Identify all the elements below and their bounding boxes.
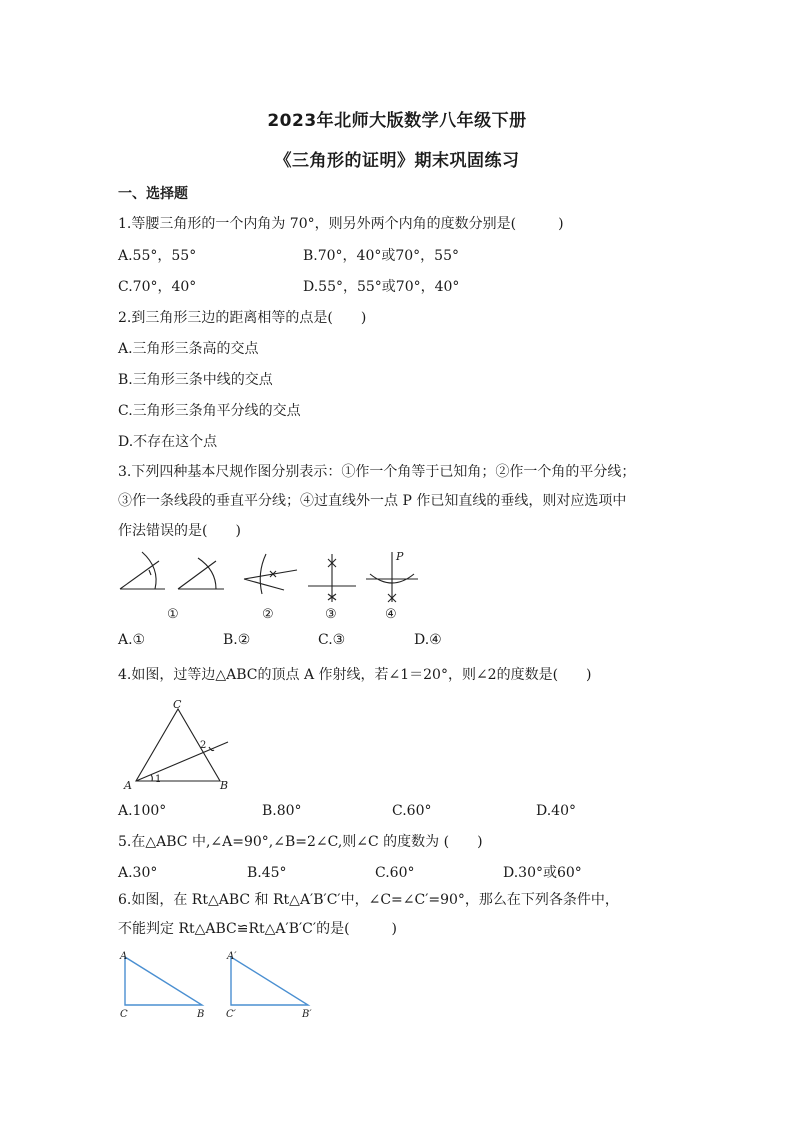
q6-right-triangles-figure [118,947,328,1021]
q3-option-d: D.④ [414,632,442,648]
q2-option-b: B.三角形三条中线的交点 [118,372,273,388]
q4-label-b: B [220,779,229,792]
q6-label-b-prime: B′ [302,1009,312,1020]
q5-option-a: A.30° [118,865,158,881]
fig-label-2: ② [262,607,274,622]
q5-option-c: C.60° [375,865,415,881]
q3-construction-figures [112,548,432,622]
q3-option-b: B.② [223,632,251,648]
q4-angle-2-label: 2 [200,740,207,751]
page-subtitle: 《三角形的证明》期末巩固练习 [274,151,520,171]
question-6-stem-line1: 6.如图，在 Rt△ABC 和 Rt△A′B′C′中，∠C=∠C′=90°，那么在下列各条件中， [118,892,619,908]
question-3-stem-line3: 作法错误的是( ) [118,523,241,539]
q4-label-a: A [124,779,132,792]
section-heading: 一、选择题 [118,186,188,202]
q2-option-d: D.不存在这个点 [118,434,218,450]
q4-option-a: A.100° [118,803,167,819]
page-title: 2023年北师大版数学八年级下册 [267,111,527,131]
fig-label-3: ③ [325,607,337,622]
q2-option-a: A.三角形三条高的交点 [118,341,259,357]
q3-option-c: C.③ [318,632,346,648]
q4-option-b: B.80° [262,803,302,819]
question-2-stem: 2.到三角形三边的距离相等的点是( ) [118,310,367,326]
q1-option-d: D.55°，55°或70°，40° [303,279,460,295]
question-3-stem-line1: 3.下列四种基本尺规作图分别表示：①作一个角等于已知角；②作一个角的平分线； [118,464,636,480]
q5-option-d: D.30°或60° [503,865,582,881]
question-3-stem-line2: ③作一条线段的垂直平分线；④过直线外一点 P 作已知直线的垂线，则对应选项中 [118,493,627,509]
q5-option-b: B.45° [247,865,287,881]
q4-triangle-figure [118,697,238,793]
q4-label-c: C [173,698,182,711]
fig4-label-p: P [396,550,404,563]
q1-option-b: B.70°，40°或70°，55° [303,248,459,264]
fig-label-1: ① [167,607,179,622]
q4-angle-1-label: 1 [155,774,162,785]
q6-label-c-prime: C′ [226,1009,236,1020]
q6-label-b: B [197,1009,205,1020]
question-1-stem: 1.等腰三角形的一个内角为 70°，则另外两个内角的度数分别是( ) [118,216,564,232]
fig-label-4: ④ [385,607,397,622]
q1-option-a: A.55°，55° [118,248,197,264]
q4-option-d: D.40° [536,803,576,819]
q1-option-c: C.70°，40° [118,279,197,295]
q6-label-a-prime: A′ [227,951,237,962]
q6-label-c: C [120,1009,128,1020]
q2-option-c: C.三角形三条角平分线的交点 [118,403,301,419]
q3-option-a: A.① [118,632,146,648]
question-5-stem: 5.在△ABC 中,∠A=90°,∠B=2∠C,则∠C 的度数为 ( ) [118,834,483,850]
q6-label-a: A [120,951,128,962]
question-4-stem: 4.如图，过等边△ABC的顶点 A 作射线，若∠1＝20°，则∠2的度数是( ) [118,667,592,683]
question-6-stem-line2: 不能判定 Rt△ABC≌Rt△A′B′C′的是( ) [118,921,397,937]
q4-option-c: C.60° [392,803,432,819]
